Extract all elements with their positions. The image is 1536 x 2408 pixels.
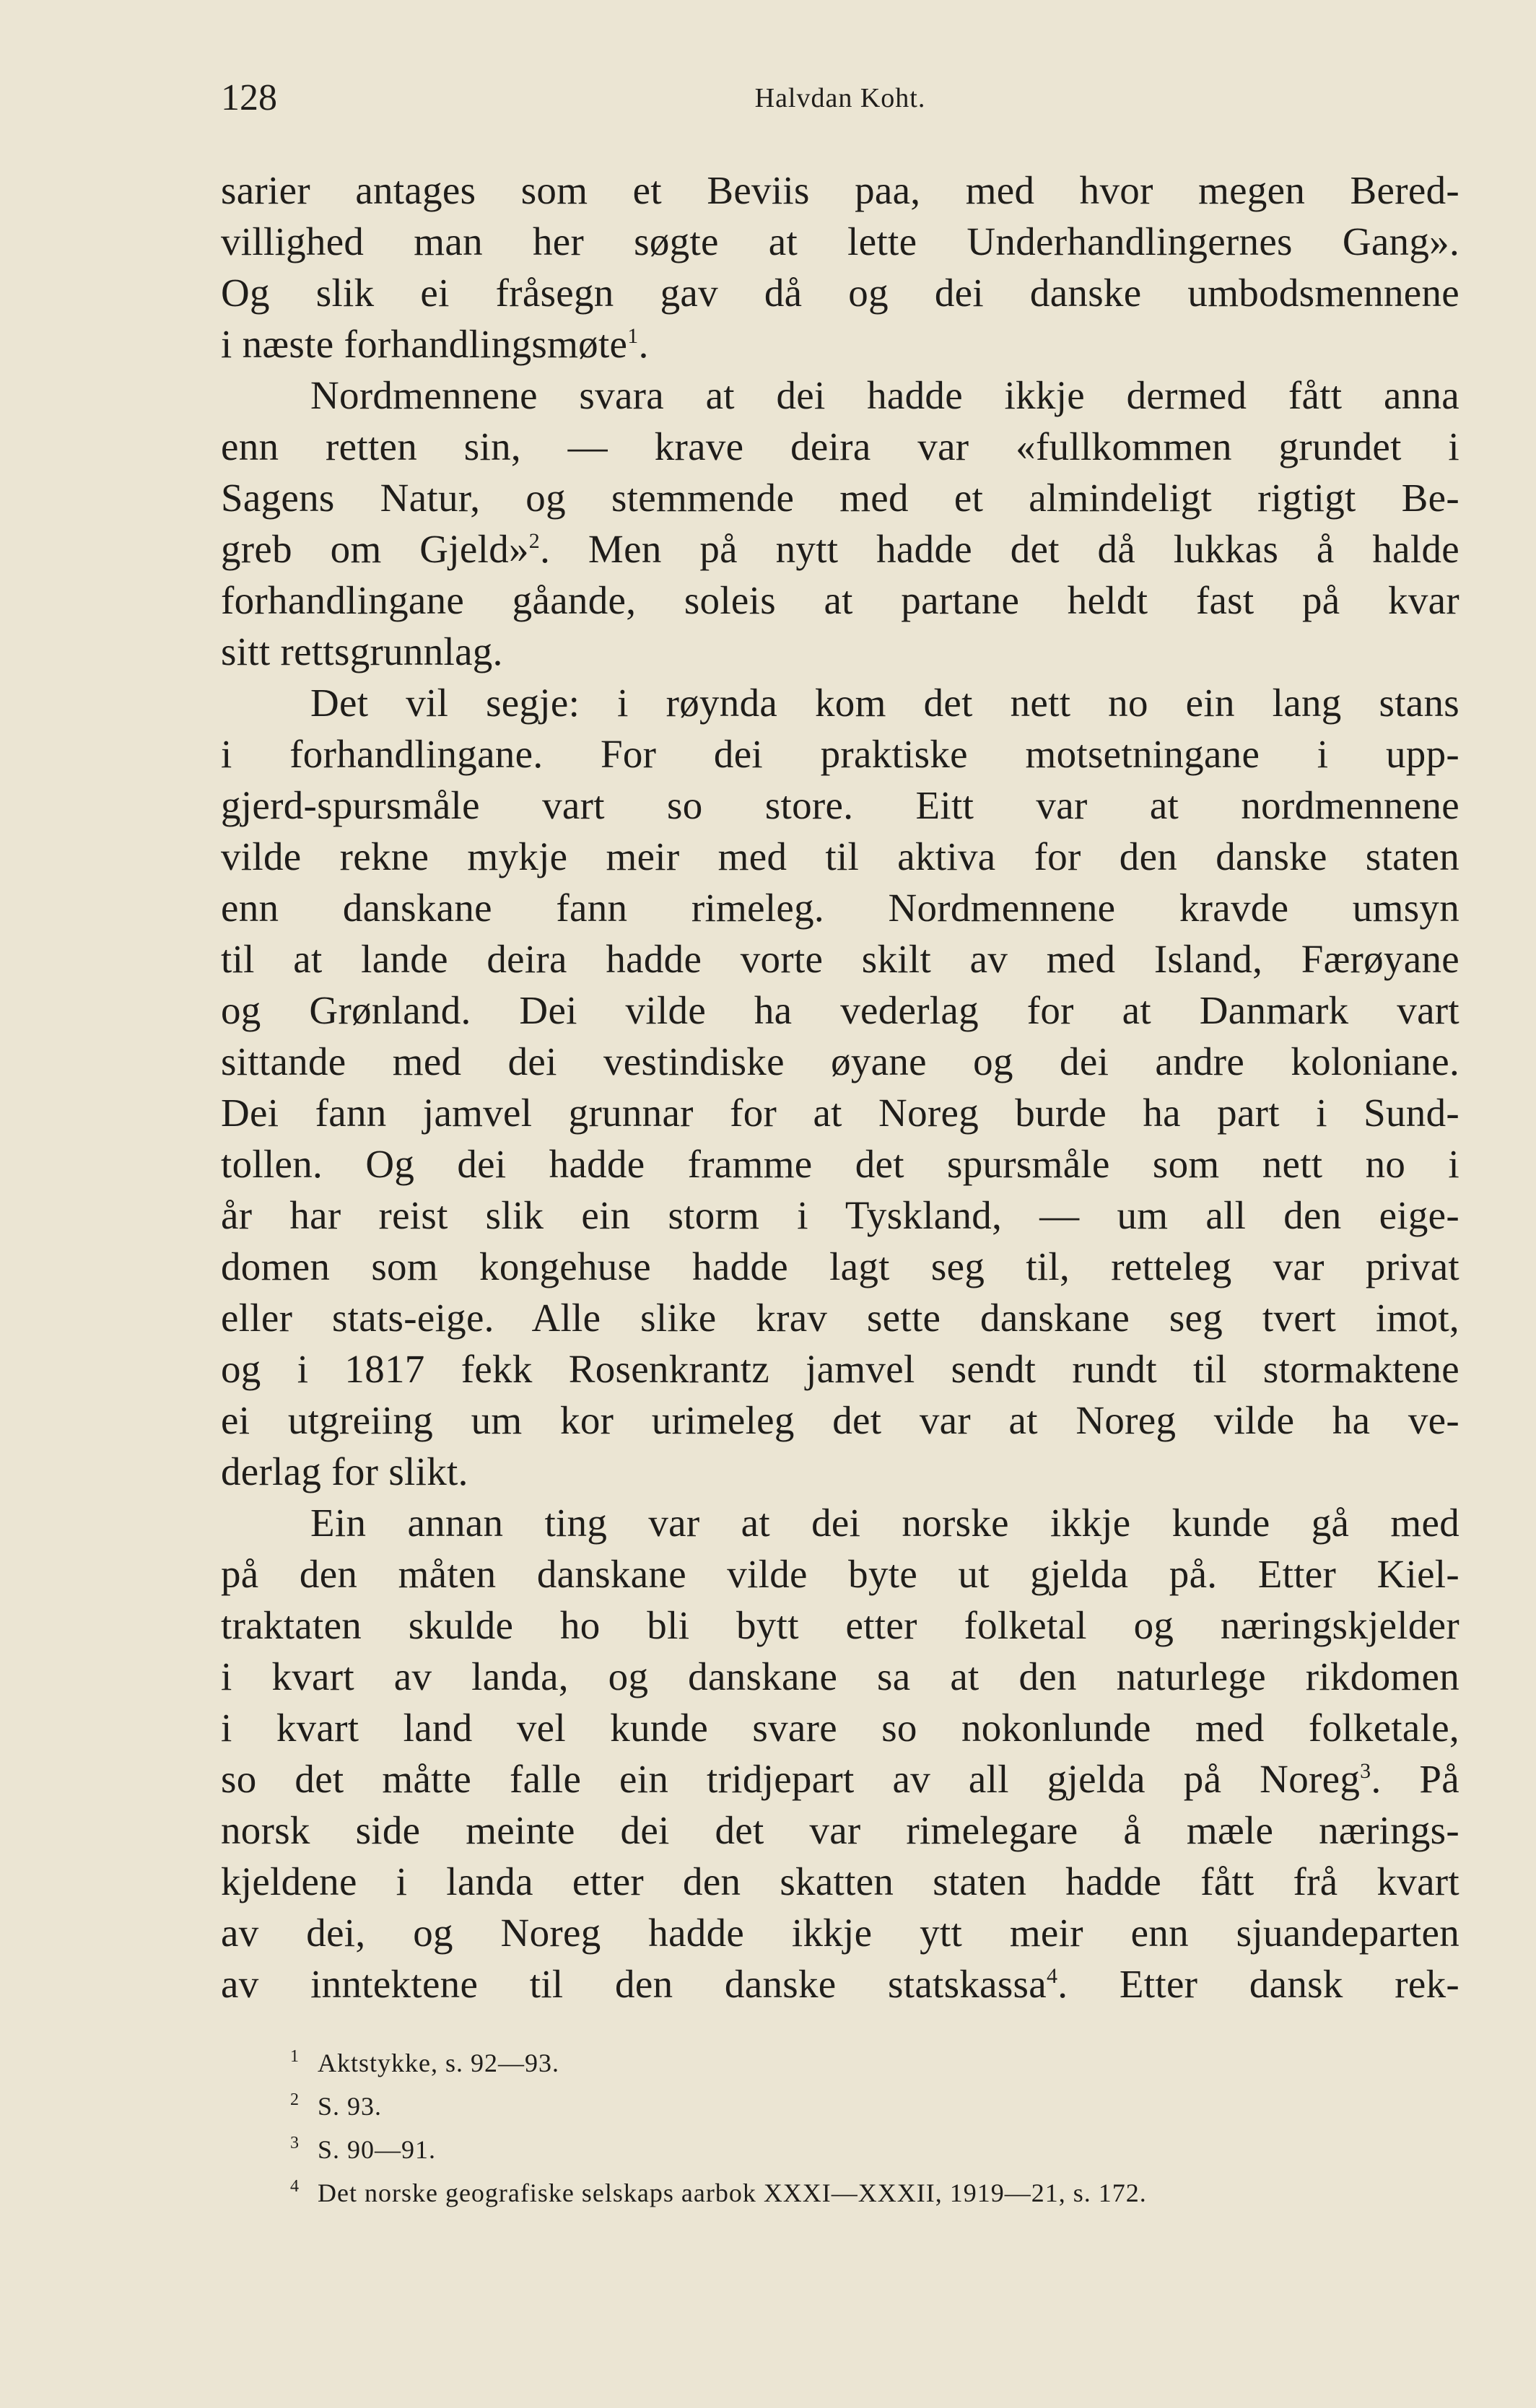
footnote-ref: 1: [627, 324, 639, 348]
text-line: og i 1817 fekk Rosenkrantz jamvel sendt rundt til stormaktene: [221, 1347, 1459, 1391]
text-line: og Grønland. Dei vilde ha vederlag for at Danmark vart: [221, 988, 1459, 1032]
footnote-text: Aktstykke, s. 92—93.: [318, 2049, 559, 2077]
text-line: til at lande deira hadde vorte skilt av med Island, Færøyane: [221, 937, 1459, 981]
text-line: derlag for slikt.: [221, 1449, 468, 1493]
text-line: so det måtte falle ein tridjepart av all gjelda på Noreg$^3$. På: [221, 1757, 1459, 1801]
text-line: år har reist slik ein storm i Tyskland, — um all den eige-: [221, 1193, 1459, 1237]
text-line: enn danskane fann rimeleg. Nordmennene kravde umsyn: [221, 886, 1459, 930]
footnote-text: S. 93.: [318, 2092, 383, 2121]
text-line: vilde rekne mykje meir med til aktiva for den danske staten: [221, 834, 1459, 878]
text-line: på den måten danskane vilde byte ut gjelda på. Etter Kiel-: [221, 1552, 1459, 1596]
text-line: i kvart av landa, og danskane sa at den naturlege rikdomen: [221, 1654, 1459, 1698]
text-line: Nordmennene svara at dei hadde ikkje dermed fått anna: [310, 373, 1459, 417]
page-number: 128: [221, 77, 277, 118]
text-line: av dei, og Noreg hadde ikkje ytt meir enn sjuandeparten: [221, 1911, 1459, 1955]
footnote-ref: 3: [1360, 1759, 1371, 1783]
text-line: Og slik ei fråsegn gav då og dei danske umbodsmennene: [221, 271, 1459, 315]
text-line: norsk side meinte dei det var rimelegare å mæle nærings-: [221, 1808, 1459, 1852]
text-line: Dei fann jamvel grunnar for at Noreg burde ha part i Sund-: [221, 1091, 1459, 1135]
footnote-ref: 2: [528, 529, 541, 553]
footnote: 3 S. 90—91.: [290, 2134, 437, 2164]
text-line: ei utgreiing um kor urimeleg det var at Noreg vilde ha ve-: [221, 1398, 1459, 1442]
text-line: sitt rettsgrunnlag.: [221, 629, 503, 673]
text-line: kjeldene i landa etter den skatten staten hadde fått frå kvart: [221, 1859, 1459, 1903]
text-line: traktaten skulde ho bli bytt etter folketal og næringskjelder: [221, 1603, 1459, 1647]
running-head: Halvdan Koht.: [754, 83, 926, 113]
footnote-ref: 4: [1046, 1964, 1058, 1988]
text-line: sarier antages som et Beviis paa, med hvor megen Bered-: [221, 168, 1459, 212]
text-line: sittande med dei vestindiske øyane og dei andre koloniane.: [221, 1039, 1459, 1083]
footnote-text: S. 90—91.: [318, 2135, 437, 2164]
text-line: av inntektene til den danske statskassa$^4$. Etter dansk rek-: [221, 1962, 1459, 2006]
text-line: eller stats-eige. Alle slike krav sette danskane seg tvert imot,: [221, 1296, 1459, 1340]
text-line: forhandlingane gåande, soleis at partane heldt fast på kvar: [221, 578, 1459, 622]
text-line: gjerd-spursmåle vart so store. Eitt var at nordmennene: [221, 783, 1459, 827]
footnote: 1 Aktstykke, s. 92—93.: [290, 2047, 559, 2077]
page-header: [221, 69, 1459, 127]
text-line: Det vil segje: i røynda kom det nett no ein lang stans: [310, 681, 1459, 725]
text-line: tollen. Og dei hadde framme det spursmåle som nett no i: [221, 1142, 1459, 1186]
text-line: i forhandlingane. For dei praktiske motsetningane i upp-: [221, 732, 1459, 776]
text-line: enn retten sin, — krave deira var «fullkommen grundet i: [221, 424, 1459, 468]
footnote: 2 S. 93.: [290, 2090, 383, 2121]
text-line: villighed man her søgte at lette Underhandlingernes Gang».: [221, 219, 1459, 263]
text-line: domen som kongehuse hadde lagt seg til, retteleg var privat: [221, 1244, 1459, 1288]
text-line: i næste forhandlingsmøte$^1$.: [221, 322, 649, 366]
text-line: Sagens Natur, og stemmende med et almindeligt rigtigt Be-: [221, 476, 1459, 520]
footnotes: [290, 2041, 1459, 2215]
body-text: [221, 165, 1459, 2010]
footnote-text: Det norske geografiske selskaps aarbok XXXI—XXXII, 1919—21, s. 172.: [318, 2178, 1147, 2207]
text-line: greb om Gjeld»$^2$. Men på nytt hadde det då lukkas å halde: [221, 527, 1459, 571]
text-line: Ein annan ting var at dei norske ikkje kunde gå med: [310, 1501, 1459, 1545]
footnote: 4 Det norske geografiske selskaps aarbok XXXI—XXXII, 1919—21, s. 172.: [290, 2177, 1147, 2207]
text-line: i kvart land vel kunde svare so nokonlunde med folketale,: [221, 1706, 1459, 1750]
